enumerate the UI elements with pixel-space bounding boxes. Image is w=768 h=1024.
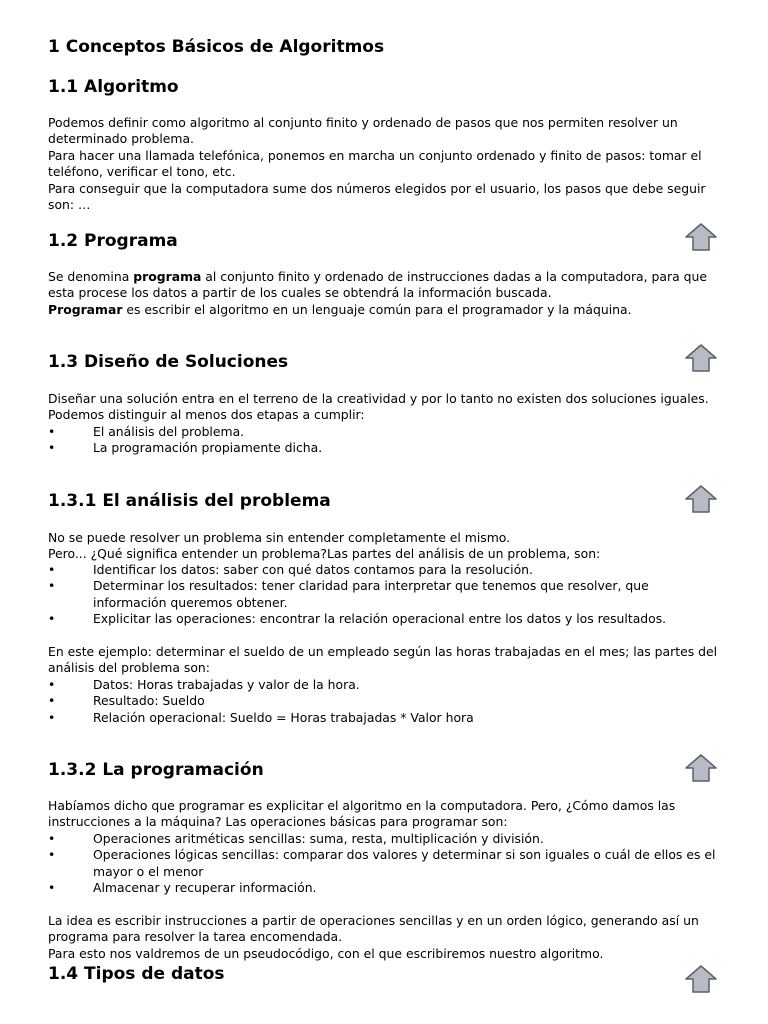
section-1-3-1-title: 1.3.1 El análisis del problema (48, 491, 331, 511)
section-1-3-title: 1.3 Diseño de Soluciones (48, 352, 289, 372)
section-1-3-2-outro (48, 913, 720, 962)
paragraph: Para conseguir que la computadora sume dos números elegidos por el usuario, los pasos que debe seguir son: … (48, 180, 706, 213)
bullet-icon: • (48, 831, 56, 846)
list-item: • Operaciones aritméticas sencillas: suma, resta, multiplicación y división. (48, 831, 544, 846)
section-1-3-list (48, 424, 720, 457)
section-1-3-2-title: 1.3.2 La programación (48, 760, 264, 780)
list-item: • Relación operacional: Sueldo = Horas trabajadas * Valor hora (48, 709, 474, 725)
section-1-3-1-intro (48, 530, 720, 563)
bullet-icon: • (48, 611, 56, 627)
list-item: • Resultado: Sueldo (48, 693, 205, 709)
up-arrow-icon[interactable] (684, 964, 718, 994)
section-1-2-body (48, 269, 720, 318)
section-1-3-2-intro: Habíamos dicho que programar es explicitar el algoritmo en la computadora. Pero, ¿Cómo damos las instrucciones a la máquina? Las operaciones básicas para programar son: (48, 798, 676, 830)
list-item: • Determinar los resultados: tener claridad para interpretar que tenemos que resolver, que información queremos obtener. (48, 578, 649, 610)
section-1-3-2-list (48, 831, 720, 897)
paragraph: Para esto nos valdremos de un pseudocódigo, con el que escribiremos nuestro algoritmo. (48, 945, 604, 961)
bullet-icon: • (48, 440, 56, 456)
bullet-icon: • (48, 847, 56, 863)
paragraph: No se puede resolver un problema sin entender completamente el mismo. (48, 530, 511, 545)
bullet-icon: • (48, 578, 56, 594)
section-1-2-title: 1.2 Programa (48, 231, 178, 251)
up-arrow-icon[interactable] (684, 484, 718, 514)
section-1-3-body: Diseñar una solución entra en el terreno de la creatividad y por lo tanto no existen dos soluciones iguales. Podemos distinguir al menos dos etapas a cumplir: (48, 391, 709, 423)
up-arrow-icon[interactable] (684, 222, 718, 252)
section-1-4-title: 1.4 Tipos de datos (48, 964, 225, 984)
section-1-1-title: 1.1 Algoritmo (48, 77, 179, 97)
bullet-icon: • (48, 677, 56, 692)
list-item: • Explicitar las operaciones: encontrar la relación operacional entre los datos y los resultados. (48, 611, 667, 627)
bullet-icon: • (48, 693, 56, 709)
paragraph: Se denomina programa al conjunto finito y ordenado de instrucciones dadas a la computadora, para que esta procese los datos a partir de los cuales se obtendrá la información buscada. (48, 269, 707, 301)
paragraph: Pero... ¿Qué significa entender un problema?Las partes del análisis de un problema, son: (48, 546, 601, 562)
section-1-3-1-example: En este ejemplo: determinar el sueldo de un empleado según las horas trabajadas en el mes; las partes del análisis del problema son: (48, 644, 718, 676)
list-item: • El análisis del problema. (48, 424, 245, 439)
list-item: • Identificar los datos: saber con qué datos contamos para la resolución. (48, 562, 533, 577)
paragraph: Programar es escribir el algoritmo en un lenguaje común para el programador y la máquina. (48, 301, 632, 317)
section-1-3-1-list (48, 562, 720, 628)
paragraph: Podemos definir como algoritmo al conjunto finito y ordenado de pasos que nos permiten resolver un determinado problema. (48, 115, 678, 147)
bullet-icon: • (48, 880, 56, 896)
section-1-1-body (48, 115, 720, 213)
list-item: • La programación propiamente dicha. (48, 440, 323, 456)
list-item: • Almacenar y recuperar información. (48, 880, 317, 896)
bullet-icon: • (48, 424, 56, 439)
section-1-3-1-example-list (48, 677, 720, 726)
list-item: • Datos: Horas trabajadas y valor de la hora. (48, 677, 360, 692)
section-1-title: 1 Conceptos Básicos de Algoritmos (48, 37, 385, 57)
paragraph: La idea es escribir instrucciones a partir de operaciones sencillas y en un orden lógico, generando así un programa para resolver la tarea encomendada. (48, 913, 699, 945)
bullet-icon: • (48, 709, 56, 725)
bullet-icon: • (48, 562, 56, 577)
up-arrow-icon[interactable] (684, 753, 718, 783)
paragraph: Para hacer una llamada telefónica, ponemos en marcha un conjunto ordenado y finito de pasos: tomar el teléfono, verificar el tono, etc. (48, 147, 702, 180)
up-arrow-icon[interactable] (684, 343, 718, 373)
list-item: • Operaciones lógicas sencillas: comparar dos valores y determinar si son iguales o cuál de ellos es el mayor o el menor (48, 847, 716, 879)
